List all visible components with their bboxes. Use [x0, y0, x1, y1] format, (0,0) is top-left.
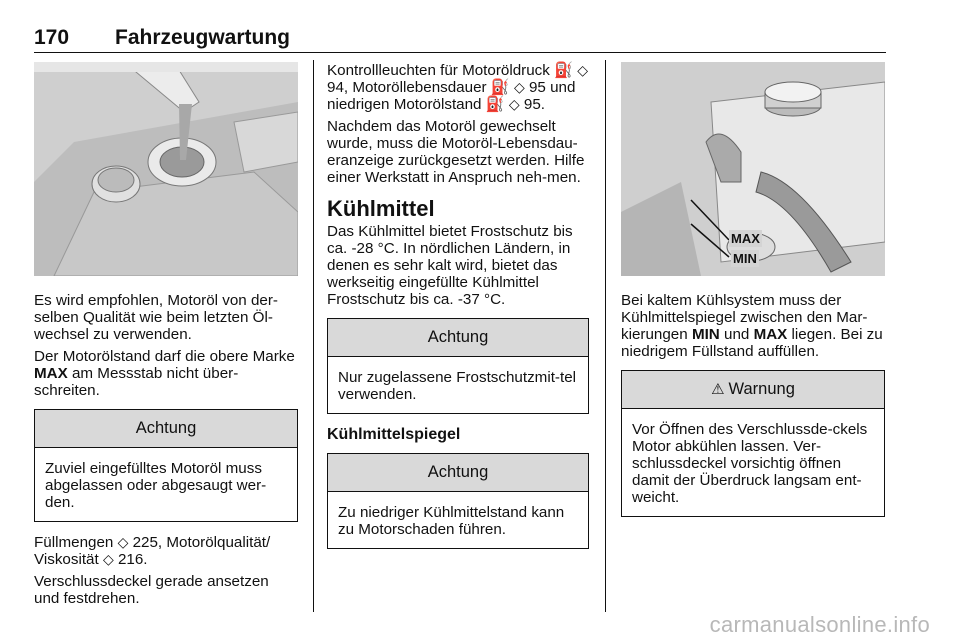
page-number: 170: [34, 26, 70, 49]
section-title: Kühlmittel: [327, 196, 435, 221]
caution-title: Achtung: [35, 410, 297, 448]
caution-box: [34, 409, 298, 522]
paragraph: Kontrollleuchten für Motoröldruck ⛽ ◇ 94, Motoröllebensdauer ⛽ ◇ 95 und niedrigen Motorölstand ⛽ ◇ 95.: [327, 62, 589, 113]
caution-text: Zuviel eingefülltes Motoröl muss abgelassen oder abgesaugt wer-den.: [45, 460, 267, 511]
warning-text: Vor Öffnen des Verschlussde-ckels Motor abkühlen lassen. Ver-schlussdeckel vorsichtig öffnen damit der Überdruck langsam ent-weicht.: [632, 421, 868, 506]
paragraph: Verschlussdeckel gerade ansetzen und festdrehen.: [34, 573, 269, 607]
page-header: [34, 22, 886, 53]
column-1: [34, 62, 298, 612]
min-label: MIN: [733, 251, 757, 266]
page-reference-icon: ◇: [577, 62, 589, 78]
column-3: [621, 62, 885, 529]
paragraph: Es wird empfohlen, Motoröl von der-selben Qualität wie beim letzten Öl-wechsel zu verwenden.: [34, 292, 278, 343]
column-divider: [313, 60, 314, 612]
caution-box: [327, 318, 589, 414]
caution-text: Zu niedriger Kühlmittelstand kann zu Motorschaden führen.: [338, 504, 565, 538]
paragraph: Nachdem das Motoröl gewechselt wurde, muss die Motoröl-Lebensdau-eranzeige zurückgesetzt werden. Hilfe einer Werkstatt in Anspruch neh-men.: [327, 118, 585, 186]
max-label: MAX: [731, 231, 760, 246]
page-reference-icon: ◇: [508, 96, 520, 112]
paragraph: Füllmengen ◇ 225, Motorölqualität/ Viskosität ◇ 216.: [34, 534, 271, 568]
page-reference-icon: ◇: [513, 79, 525, 95]
oil-level-icon: ⛽: [485, 96, 505, 113]
oil-filling-illustration: [34, 62, 298, 276]
warning-box: [621, 370, 885, 517]
watermark: carmanualsonline.info: [709, 612, 930, 637]
page-title: Fahrzeugwartung: [115, 26, 291, 49]
oil-pressure-icon: ⛽: [554, 62, 574, 79]
paragraph: Der Motorölstand darf die obere Marke MAX am Messstab nicht über-schreiten.: [34, 348, 295, 399]
caution-title: Achtung: [328, 454, 588, 492]
caution-text: Nur zugelassene Frostschutzmit-tel verwenden.: [338, 369, 577, 403]
caution-title: Achtung: [328, 319, 588, 357]
subsection-title: Kühlmittelspiegel: [327, 426, 461, 443]
warning-triangle-icon: ⚠: [711, 381, 725, 398]
page-reference-icon: ◇: [102, 551, 114, 567]
oil-life-icon: ⛽: [490, 79, 510, 96]
coolant-reservoir-illustration: [621, 62, 885, 276]
page-reference-icon: ◇: [117, 534, 129, 550]
max-mark: MAX: [34, 365, 68, 382]
warning-title: ⚠ Warnung: [622, 371, 884, 409]
paragraph: Das Kühlmittel bietet Frostschutz bis ca. -28 °C. In nördlichen Ländern, in denen es sehr kalt wird, bietet das werkseitig eingefüllte Kühlmittel Frostschutz bis ca. -37 °C.: [327, 223, 573, 308]
paragraph: Bei kaltem Kühlsystem muss der Kühlmittelspiegel zwischen den Mar-kierungen MIN und MAX liegen. Bei zu niedrigem Füllstand auffüllen.: [621, 292, 883, 360]
column-divider: [605, 60, 606, 612]
caution-box: [327, 453, 589, 549]
column-2: [327, 62, 589, 561]
